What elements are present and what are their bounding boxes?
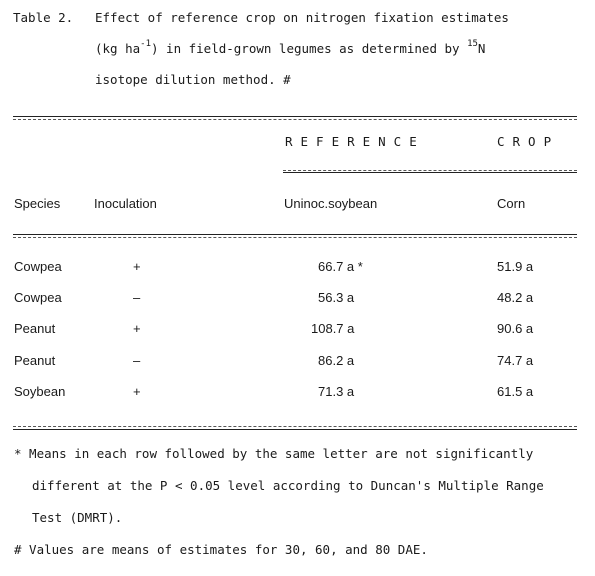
cell-corn: 74.7 a [497,353,534,368]
table-bottom-rule [13,429,577,430]
footnote-significance-line-2: different at the P < 0.05 level according to Duncan's Multiple Range [32,478,544,493]
cell-uninoc-soybean: 108.7 a [311,321,355,336]
cell-species: Soybean [14,384,66,399]
cell-species: Peanut [14,353,56,368]
caption-unit-exponent: -1 [140,39,151,49]
cell-uninoc-soybean: 71.3 a [318,384,355,399]
cell-uninoc-soybean: 66.7 a * [318,259,363,274]
col-header-corn: Corn [497,196,526,211]
footnote-significance-line-1: * Means in each row followed by the same letter are not significantly [14,446,534,461]
caption-unit: (kg ha [95,41,141,56]
caption-isotope-mass: 15 [467,39,478,49]
cell-inoculation: + [133,321,141,336]
group-header-reference: REFERENCE [285,134,425,149]
cell-inoculation: – [133,353,141,368]
col-header-inoculation: Inoculation [94,196,157,211]
cell-uninoc-soybean: 86.2 a [318,353,355,368]
table-top-rule [13,116,577,117]
cell-inoculation: – [133,290,141,305]
cell-corn: 51.9 a [497,259,534,274]
cell-species: Peanut [14,321,56,336]
group-header-crop: CROP [497,134,560,149]
cell-inoculation: + [133,384,141,399]
header-bottom-rule [13,234,577,235]
caption-line-2-text: ) in field-grown legumes as determined by [151,41,468,56]
caption-isotope-symbol: N [477,41,486,56]
group-underline-solid [283,172,577,173]
footnote-significance-line-3: Test (DMRT). [32,510,123,525]
cell-uninoc-soybean: 56.3 a [318,290,355,305]
cell-species: Cowpea [14,290,62,305]
table-bottom-rule-shadow [13,426,577,427]
caption-line-3: isotope dilution method. # [95,72,291,87]
header-bottom-rule-shadow [13,237,577,238]
table-label: Table 2. [13,10,74,25]
cell-corn: 48.2 a [497,290,534,305]
cell-inoculation: + [133,259,141,274]
col-header-species: Species [14,196,61,211]
group-underline [283,170,577,171]
footnote-values: # Values are means of estimates for 30, 60, and 80 DAE. [14,542,428,557]
caption-line-1: Effect of reference crop on nitrogen fixation estimates [95,10,509,25]
table-top-rule-shadow [13,119,577,120]
cell-species: Cowpea [14,259,62,274]
cell-corn: 90.6 a [497,321,534,336]
caption-line-2 [95,41,485,56]
cell-corn: 61.5 a [497,384,534,399]
col-header-uninoc-soybean: Uninoc.soybean [284,196,378,211]
